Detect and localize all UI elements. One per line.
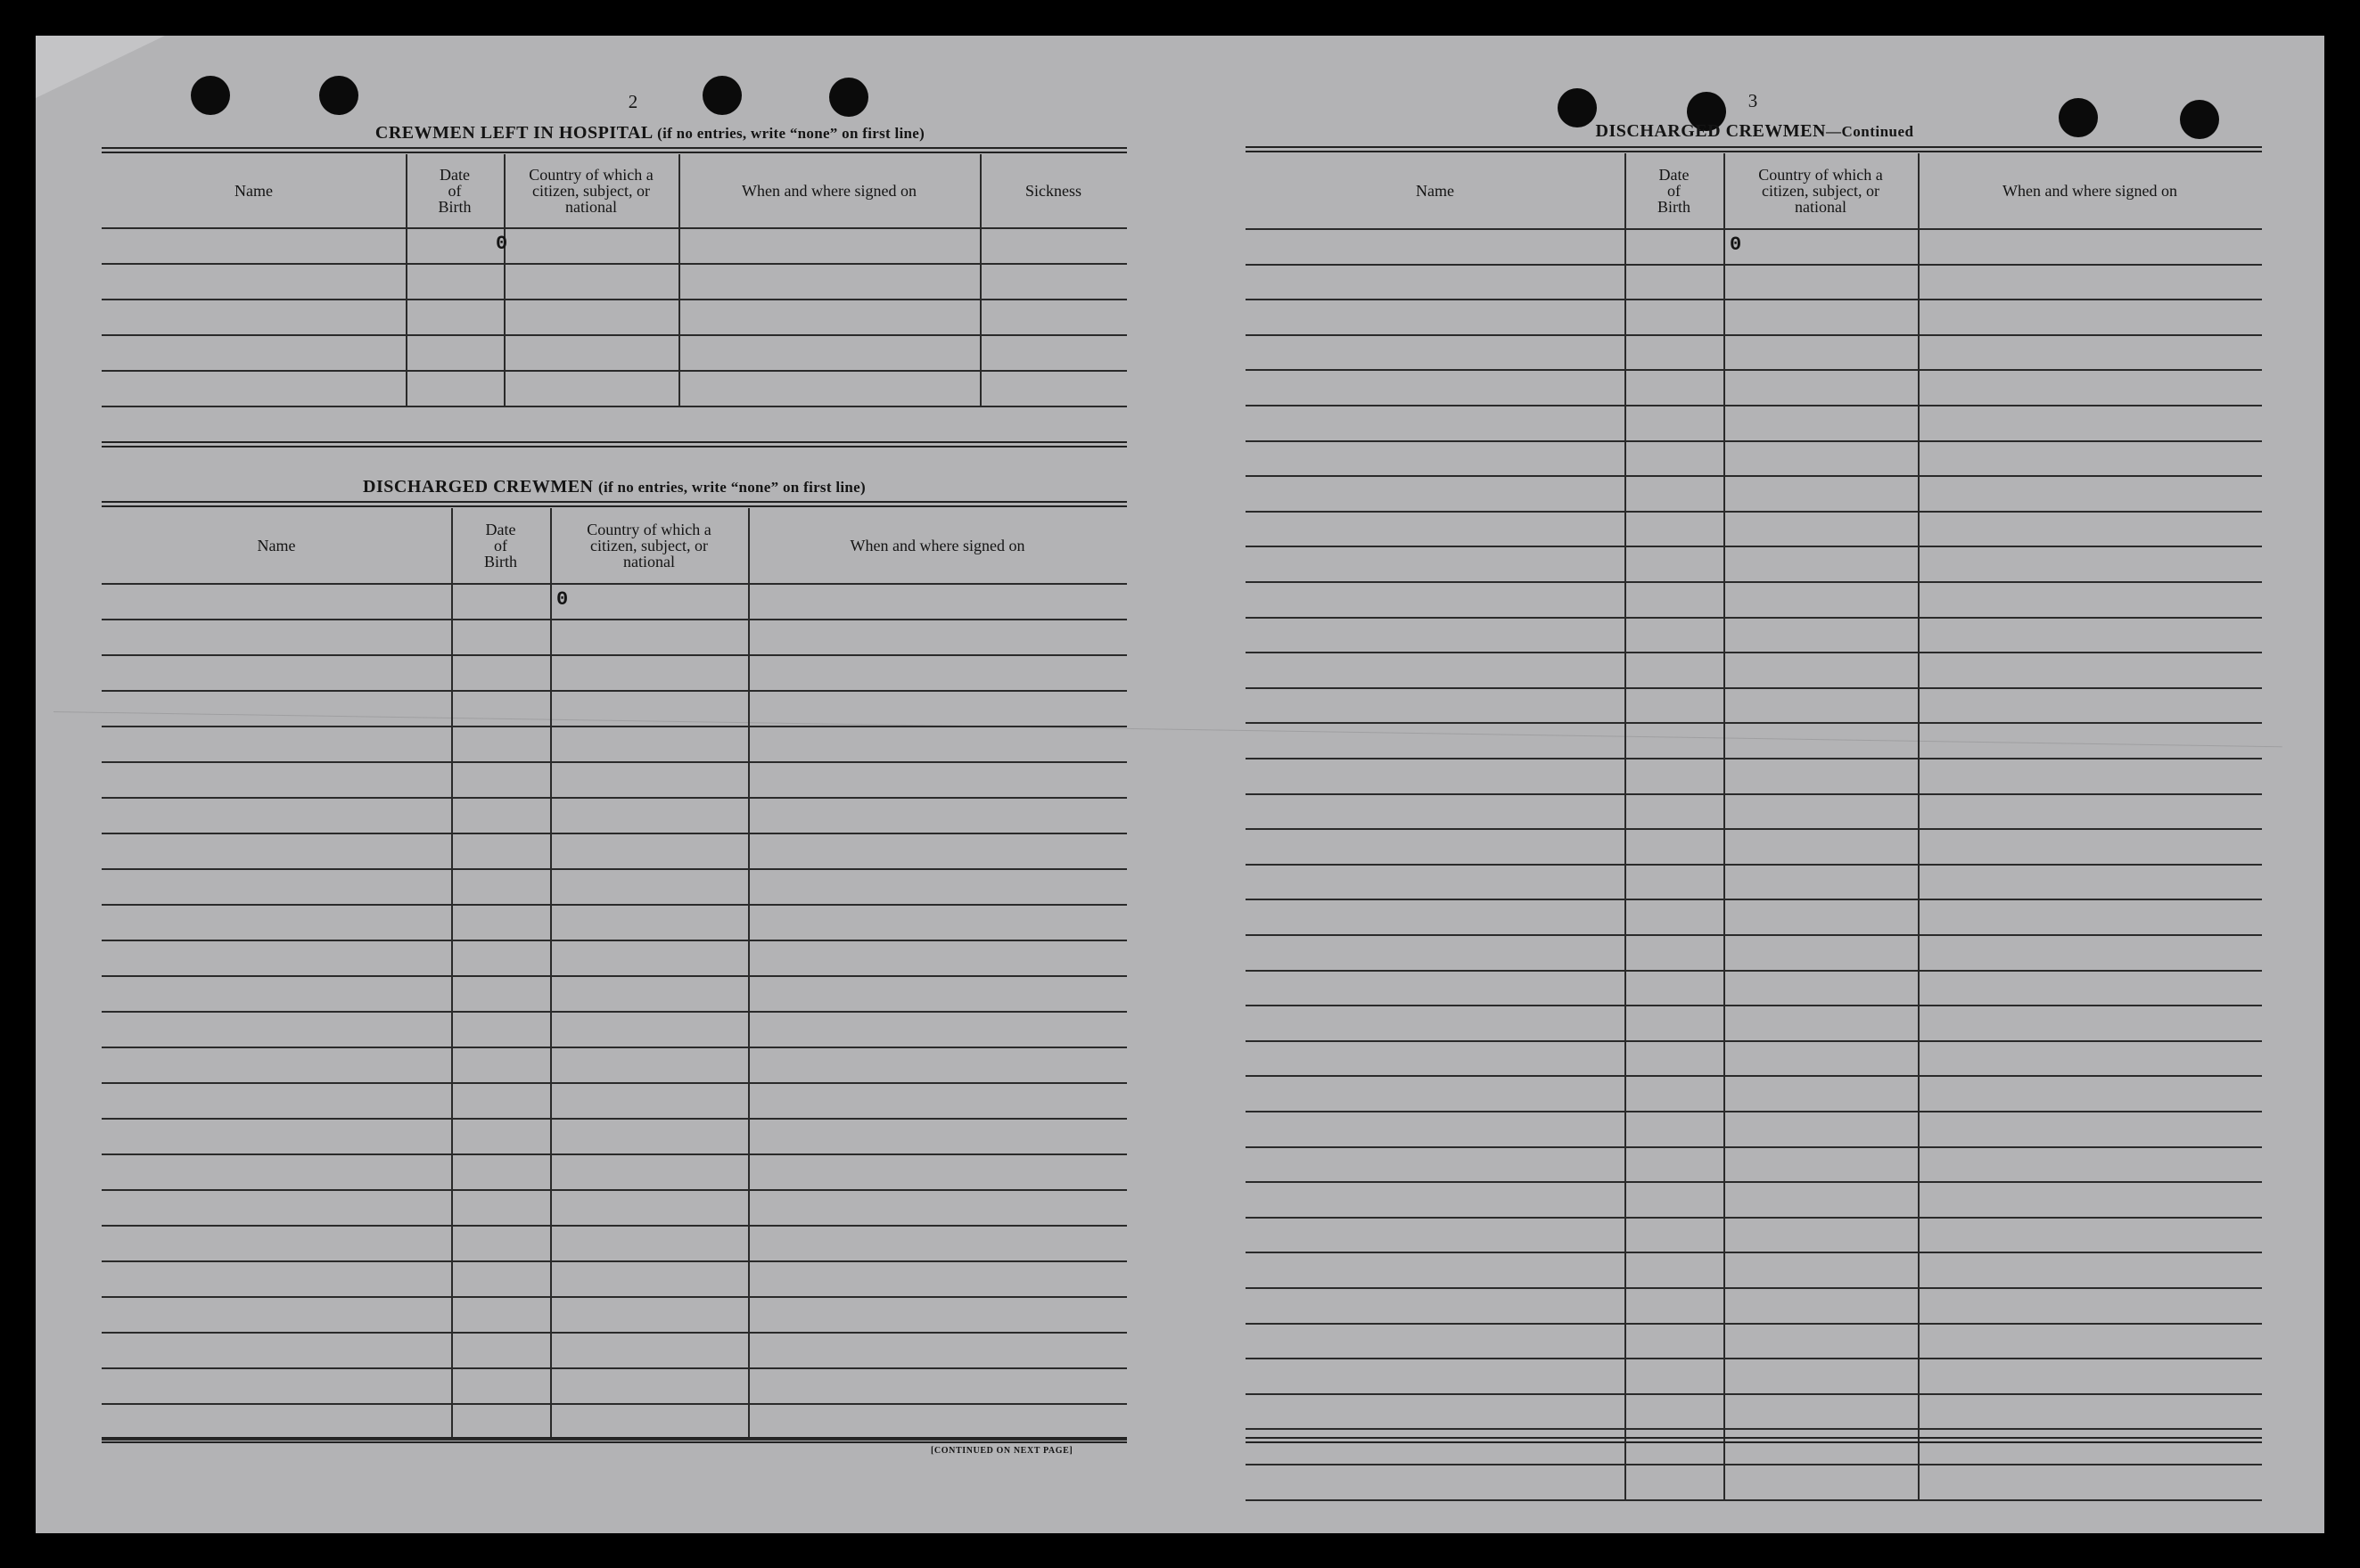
table-row-line xyxy=(1246,1499,2262,1501)
table-row-line xyxy=(1246,934,2262,936)
table-row-line xyxy=(1246,828,2262,830)
table-row-line xyxy=(1246,511,2262,513)
discharged-table xyxy=(102,508,1127,1471)
hospital-section-title xyxy=(137,123,1163,144)
column-divider xyxy=(748,508,750,1439)
hospital-top-rule xyxy=(102,147,1127,153)
table-row-line xyxy=(1246,1287,2262,1289)
header-rule xyxy=(102,227,1127,229)
table-row-line xyxy=(102,868,1127,870)
table-row-line xyxy=(102,1296,1127,1298)
column-header-country: Country of which a citizen, subject, or national xyxy=(529,166,654,216)
table-row-line xyxy=(1246,1464,2262,1465)
table-row-line xyxy=(102,1403,1127,1405)
continued-note: [CONTINUED ON NEXT PAGE] xyxy=(931,1446,1073,1456)
table-row-line xyxy=(1246,864,2262,866)
table-row-line xyxy=(1246,369,2262,371)
discharged-continued-title xyxy=(1246,121,2263,142)
continued-top-rule xyxy=(1246,146,2262,152)
table-row-line xyxy=(1246,1323,2262,1325)
table-row-line xyxy=(1246,546,2262,547)
table-row-line xyxy=(1246,1358,2262,1359)
column-header-sickness: Sickness xyxy=(1025,182,1081,200)
table-row-line xyxy=(1246,1075,2262,1077)
table-row-line xyxy=(1246,581,2262,583)
table-row-line xyxy=(102,1082,1127,1084)
table-row-line xyxy=(102,1332,1127,1334)
table-row-line xyxy=(1246,617,2262,619)
folded-corner xyxy=(36,36,165,98)
column-header-dob: Date of Birth xyxy=(438,166,472,216)
continued-title-text: DISCHARGED CREWMEN xyxy=(1595,121,1826,141)
table-row-line xyxy=(1246,1181,2262,1183)
table-row-line xyxy=(1246,405,2262,406)
column-header-signed: When and where signed on xyxy=(850,537,1025,554)
table-row-line xyxy=(102,690,1127,692)
table-row-line xyxy=(1246,440,2262,442)
hospital-title-note: (if no entries, write “none” on first line) xyxy=(657,125,925,142)
table-row-line xyxy=(102,726,1127,727)
punch-hole xyxy=(319,76,358,115)
table-row-line xyxy=(102,1118,1127,1120)
page-number-left: 2 xyxy=(628,91,638,112)
table-row-line xyxy=(102,975,1127,977)
first-entry-value: 0 xyxy=(556,588,569,611)
table-row-line xyxy=(1246,1428,2262,1430)
column-divider xyxy=(550,508,552,1439)
table-row-line xyxy=(102,904,1127,906)
table-row-line xyxy=(1246,899,2262,900)
column-divider xyxy=(1918,153,1920,1499)
discharged-title-text: DISCHARGED CREWMEN xyxy=(363,477,594,497)
table-row-line xyxy=(102,1189,1127,1191)
table-row-line xyxy=(102,1047,1127,1048)
header-rule xyxy=(1246,228,2262,230)
table-row-line xyxy=(1246,758,2262,759)
table-row-line xyxy=(102,940,1127,941)
column-header-dob: Date of Birth xyxy=(1657,166,1690,216)
document-sheet xyxy=(36,36,2324,1533)
table-row-line xyxy=(1246,652,2262,653)
discharged-continued-table xyxy=(1246,153,2262,1446)
column-divider xyxy=(406,154,407,406)
column-header-country: Country of which a citizen, subject, or national xyxy=(587,521,711,571)
page-number-right: 3 xyxy=(1747,90,1758,111)
table-row-line xyxy=(102,370,1127,372)
table-row-line xyxy=(102,797,1127,799)
hospital-title-text: CREWMEN LEFT IN HOSPITAL xyxy=(374,123,653,143)
column-header-name: Name xyxy=(1416,182,1454,200)
table-row-line xyxy=(1246,970,2262,972)
table-row-line xyxy=(102,1260,1127,1262)
continued-bottom-rule xyxy=(1246,1437,2262,1443)
punch-hole xyxy=(703,76,742,115)
discharged-title-note: (if no entries, write “none” on first line) xyxy=(598,479,866,496)
table-row-line xyxy=(102,761,1127,763)
table-row-line xyxy=(1246,264,2262,266)
table-row-line xyxy=(102,263,1127,265)
column-header-name: Name xyxy=(257,537,296,554)
table-row-line xyxy=(102,619,1127,620)
table-row-line xyxy=(1246,299,2262,300)
table-row-line xyxy=(1246,1040,2262,1042)
table-row-line xyxy=(1246,793,2262,795)
column-divider xyxy=(1723,153,1725,1499)
table-row-line xyxy=(1246,1146,2262,1148)
column-header-name: Name xyxy=(234,182,273,200)
table-row-line xyxy=(1246,1005,2262,1006)
discharged-top-rule xyxy=(102,501,1127,507)
column-divider xyxy=(980,154,982,406)
table-row-line xyxy=(1246,475,2262,477)
table-row-line xyxy=(1246,722,2262,724)
column-header-country: Country of which a citizen, subject, or national xyxy=(1758,166,1883,216)
discharged-section-title xyxy=(102,477,1127,497)
table-row-line xyxy=(102,1153,1127,1155)
table-row-line xyxy=(102,1011,1127,1013)
punch-hole xyxy=(829,78,868,117)
table-row-line xyxy=(102,334,1127,336)
table-row-line xyxy=(102,833,1127,834)
hospital-table xyxy=(102,154,1127,450)
column-divider xyxy=(451,508,453,1439)
continued-title-suffix: —Continued xyxy=(1825,123,1914,140)
column-header-signed: When and where signed on xyxy=(2002,182,2177,200)
column-header-dob: Date of Birth xyxy=(483,521,517,571)
table-row-line xyxy=(102,299,1127,300)
punch-hole xyxy=(191,76,230,115)
table-row-line xyxy=(1246,1393,2262,1395)
table-row-line xyxy=(1246,1111,2262,1112)
table-row-line xyxy=(1246,334,2262,336)
header-rule xyxy=(102,583,1127,585)
table-row-line xyxy=(102,406,1127,407)
first-entry-value: 0 xyxy=(496,233,508,255)
table-row-line xyxy=(1246,1217,2262,1219)
column-divider xyxy=(678,154,680,406)
table-row-line xyxy=(102,1367,1127,1369)
table-row-line xyxy=(102,654,1127,656)
column-divider xyxy=(1624,153,1626,1499)
column-header-signed: When and where signed on xyxy=(742,182,917,200)
table-row-line xyxy=(1246,1252,2262,1253)
table-row-line xyxy=(102,1225,1127,1227)
discharged-bottom-rule xyxy=(102,1437,1127,1443)
hospital-bottom-rule xyxy=(102,441,1127,447)
column-divider xyxy=(504,154,506,406)
table-row-line xyxy=(1246,687,2262,689)
first-entry-value: 0 xyxy=(1730,234,1742,256)
